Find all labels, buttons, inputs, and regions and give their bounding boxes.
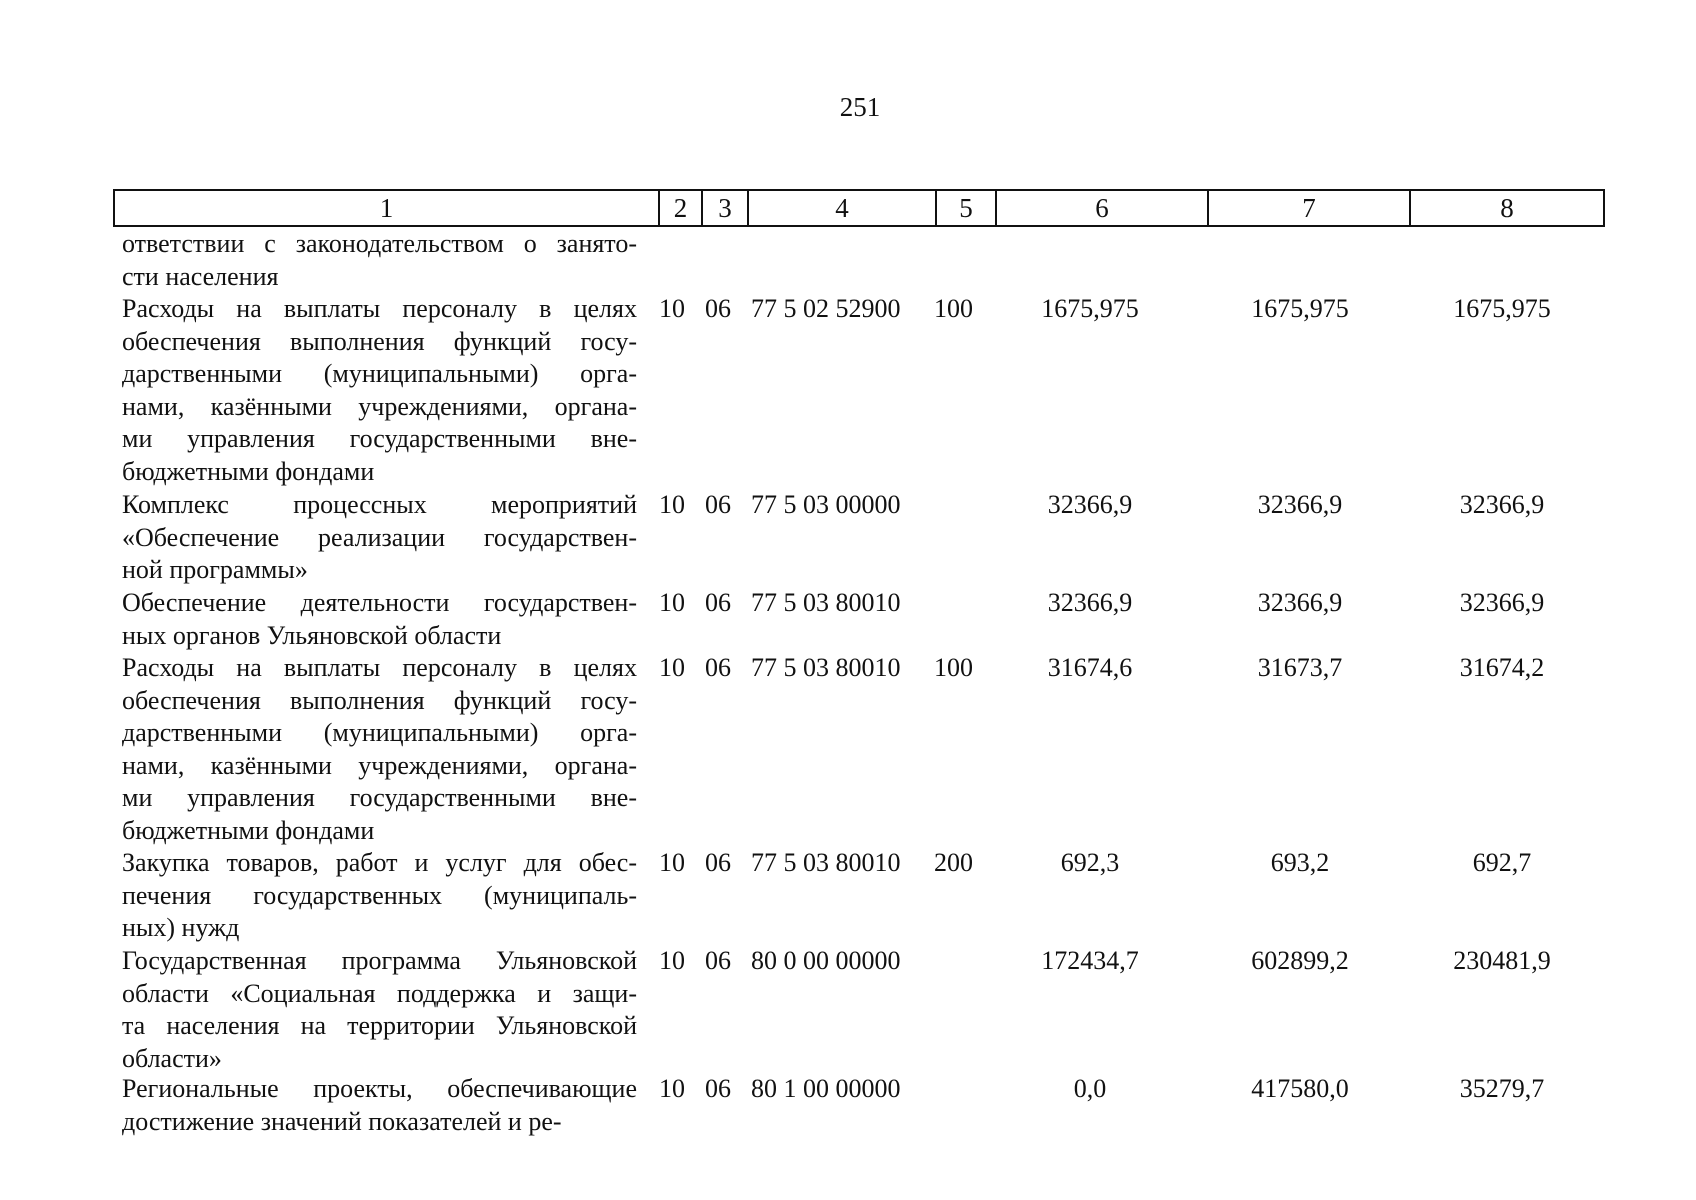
cell-c4: 77 5 03 80010 (751, 848, 901, 877)
description-line: Обеспечение деятельности государствен- (122, 588, 637, 617)
cell-c4: 80 1 00 00000 (751, 1074, 901, 1103)
cell-c2: 10 (659, 848, 685, 877)
cell-c8: 31674,2 (1459, 653, 1545, 682)
cell-c8: 32366,9 (1459, 490, 1545, 519)
cell-c8: 32366,9 (1459, 588, 1545, 617)
description-line: Государственная программа Ульяновской (122, 946, 637, 975)
description-line: дарственными (муниципальными) орга- (122, 359, 637, 388)
description-line: нами, казёнными учреждениями, органа- (122, 750, 637, 780)
cell-c2: 10 (659, 588, 685, 617)
description-line: Региональные проекты, обеспечивающие (122, 1074, 637, 1103)
description-line: достижение значений показателей и ре- (122, 1106, 562, 1136)
cell-c7: 602899,2 (1251, 946, 1349, 975)
cell-c7: 1675,975 (1251, 294, 1349, 323)
cell-c6: 692,3 (1060, 848, 1120, 877)
description-line: ных органов Ульяновской области (122, 620, 502, 650)
cell-c7: 32366,9 (1257, 490, 1343, 519)
page-number: 251 (839, 92, 881, 122)
description-line: области «Социальная поддержка и защи- (122, 978, 637, 1008)
cell-c3: 06 (705, 848, 731, 877)
cell-c5: 100 (934, 653, 973, 682)
row-description (122, 228, 637, 293)
row-description (122, 1073, 637, 1138)
cell-c2: 10 (659, 490, 685, 519)
cell-c4: 77 5 03 00000 (751, 490, 901, 519)
description-line: нами, казёнными учреждениями, органа- (122, 391, 637, 421)
header-col-7: 7 (1207, 191, 1409, 225)
cell-c2: 10 (659, 294, 685, 323)
description-line: та населения на территории Ульяновской (122, 1011, 637, 1040)
cell-c2: 10 (659, 946, 685, 975)
cell-c3: 06 (705, 653, 731, 682)
cell-c6: 1675,975 (1041, 294, 1139, 323)
cell-c8: 230481,9 (1453, 946, 1551, 975)
cell-c3: 06 (705, 946, 731, 975)
description-line: Расходы на выплаты персоналу в целях (122, 294, 637, 323)
description-line: Комплекс процессных мероприятий (122, 490, 637, 519)
description-line: Расходы на выплаты персоналу в целях (122, 653, 637, 682)
cell-c8: 35279,7 (1459, 1074, 1545, 1103)
description-line: области» (122, 1043, 222, 1073)
cell-c5: 200 (934, 848, 973, 877)
description-line: Закупка товаров, работ и услуг для обес- (122, 848, 637, 877)
description-line: ми управления государственными вне- (122, 424, 637, 453)
cell-c6: 31674,6 (1047, 653, 1133, 682)
description-line: ми управления государственными вне- (122, 783, 637, 812)
description-line: сти населения (122, 261, 279, 291)
cell-c3: 06 (705, 588, 731, 617)
cell-c4: 77 5 03 80010 (751, 588, 901, 617)
header-col-5: 5 (935, 191, 995, 225)
header-col-3: 3 (701, 191, 747, 225)
table-header (113, 189, 1605, 227)
row-description (122, 489, 637, 587)
cell-c4: 77 5 02 52900 (751, 294, 901, 323)
cell-c2: 10 (659, 1074, 685, 1103)
description-line: печения государственных (муниципаль- (122, 880, 637, 910)
cell-c3: 06 (705, 490, 731, 519)
description-line: ответствии с законодательством о занято- (122, 229, 637, 258)
description-line: бюджетными фондами (122, 456, 375, 486)
cell-c5: 100 (934, 294, 973, 323)
cell-c4: 77 5 03 80010 (751, 653, 901, 682)
header-col-2: 2 (658, 191, 701, 225)
description-line: ной программы» (122, 555, 308, 584)
description-line: бюджетными фондами (122, 815, 375, 845)
row-description (122, 945, 637, 1075)
header-col-4: 4 (747, 191, 935, 225)
cell-c7: 693,2 (1270, 848, 1330, 877)
cell-c4: 80 0 00 00000 (751, 946, 901, 975)
cell-c7: 31673,7 (1257, 653, 1343, 682)
cell-c3: 06 (705, 1074, 731, 1103)
cell-c6: 172434,7 (1041, 946, 1139, 975)
description-line: обеспечения выполнения функций госу- (122, 685, 637, 715)
cell-c7: 32366,9 (1257, 588, 1343, 617)
row-description (122, 293, 637, 488)
description-line: дарственными (муниципальными) орга- (122, 718, 637, 747)
row-description (122, 847, 637, 945)
cell-c7: 417580,0 (1251, 1074, 1349, 1103)
description-line: обеспечения выполнения функций госу- (122, 326, 637, 356)
cell-c6: 32366,9 (1047, 588, 1133, 617)
cell-c6: 32366,9 (1047, 490, 1133, 519)
row-description (122, 652, 637, 847)
description-line: «Обеспечение реализации государствен- (122, 522, 637, 552)
cell-c6: 0,0 (1073, 1074, 1107, 1103)
description-line: ных) нужд (122, 913, 240, 942)
header-col-1: 1 (379, 193, 394, 223)
header-col-6: 6 (995, 191, 1207, 225)
cell-c3: 06 (705, 294, 731, 323)
cell-c8: 692,7 (1472, 848, 1532, 877)
row-description (122, 587, 637, 652)
cell-c8: 1675,975 (1453, 294, 1551, 323)
header-col-8: 8 (1409, 191, 1603, 225)
cell-c2: 10 (659, 653, 685, 682)
